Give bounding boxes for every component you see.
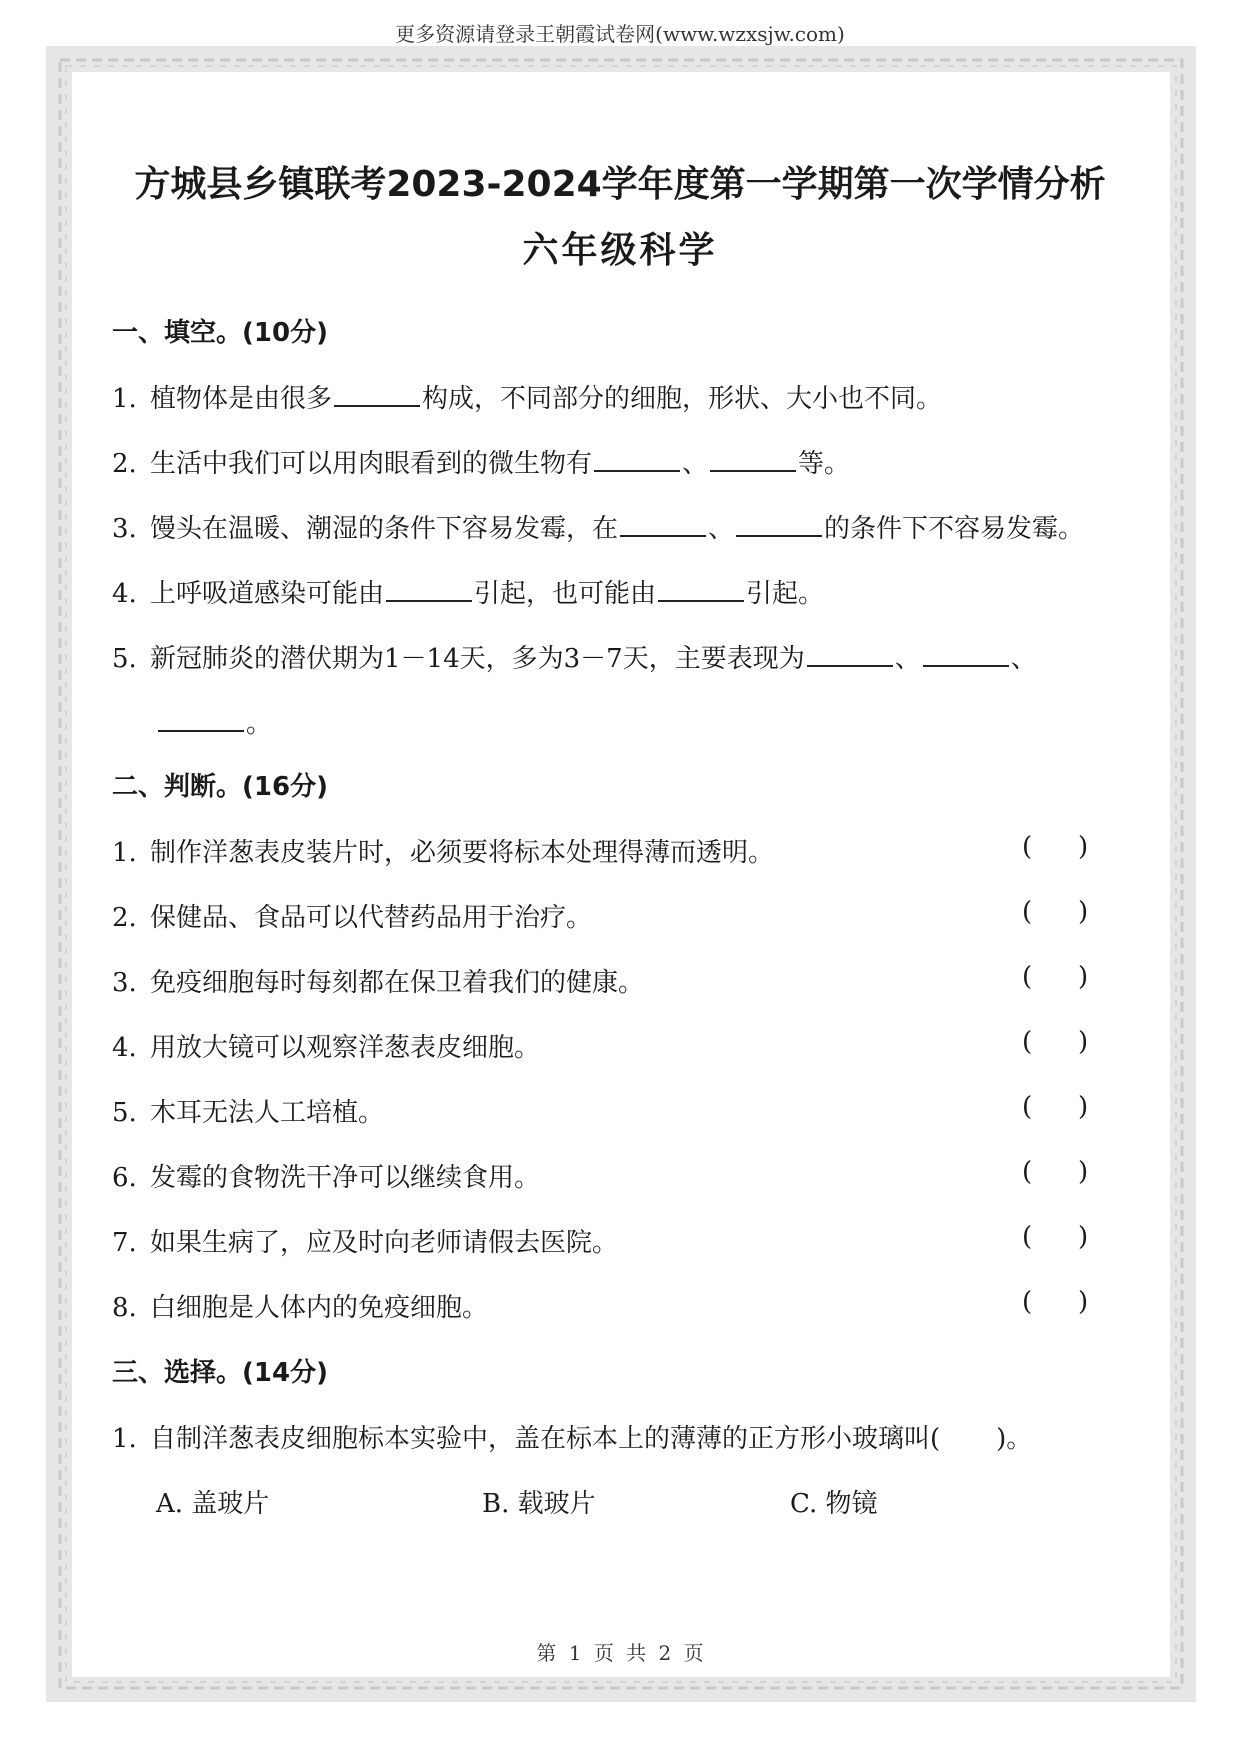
question-text: 上呼吸道感染可能由 xyxy=(150,579,385,609)
page-footer: 第 1 页 共 2 页 xyxy=(536,1641,704,1665)
question-number: 6. xyxy=(112,1163,137,1193)
question-text: 馒头在温暖、潮湿的条件下容易发霉，在 xyxy=(150,514,619,544)
fill-question-2 xyxy=(112,443,850,480)
paren-open: ( xyxy=(1022,1157,1033,1187)
answer-parens[interactable] xyxy=(1022,1157,1134,1187)
question-text: 植物体是由很多 xyxy=(150,384,333,414)
answer-parens[interactable] xyxy=(1022,962,1134,992)
question-text: 生活中我们可以用肉眼看到的微生物有 xyxy=(150,449,593,479)
answer-parens[interactable] xyxy=(1022,1027,1134,1057)
question-number: 7. xyxy=(112,1228,137,1258)
answer-blank[interactable] xyxy=(594,444,680,472)
option-c[interactable]: C. 物镜 xyxy=(790,1489,878,1519)
question-text: 引起，也可能由 xyxy=(474,579,657,609)
answer-blank[interactable] xyxy=(386,574,472,602)
question-text: 木耳无法人工培植。 xyxy=(150,1098,385,1128)
paren-close: ) xyxy=(1078,1222,1089,1252)
watermark-text: 更多资源请登录王朝霞试卷网(www.wzxsjw.com) xyxy=(395,22,845,46)
answer-blank[interactable] xyxy=(620,509,706,537)
answer-blank[interactable] xyxy=(334,379,420,407)
answer-blank[interactable] xyxy=(658,574,744,602)
fill-question-4 xyxy=(112,573,824,610)
answer-parens[interactable] xyxy=(1022,1222,1134,1252)
question-text: 保健品、食品可以代替药品用于治疗。 xyxy=(150,903,593,933)
question-number: 1. xyxy=(112,384,137,414)
question-number: 4. xyxy=(112,579,137,609)
answer-blank[interactable] xyxy=(710,444,796,472)
fill-question-5-cont xyxy=(156,703,272,740)
answer-parens[interactable] xyxy=(1022,1092,1134,1122)
question-text: 免疫细胞每时每刻都在保卫着我们的健康。 xyxy=(150,968,645,998)
answer-parens[interactable] xyxy=(1022,832,1134,862)
question-number: 2. xyxy=(112,449,137,479)
answer-blank[interactable] xyxy=(923,639,1009,667)
fill-question-3 xyxy=(112,508,1084,545)
paren-close: ) xyxy=(1078,832,1089,862)
section-heading-judge: 二、判断。(16分) xyxy=(112,772,328,802)
question-number: 3. xyxy=(112,968,137,998)
judge-question-5 xyxy=(112,1092,384,1129)
exam-title: 方城县乡镇联考2023-2024学年度第一学期第一次学情分析 xyxy=(134,164,1106,205)
answer-blank[interactable] xyxy=(807,639,893,667)
question-number: 5. xyxy=(112,1098,137,1128)
question-text-end: )。 xyxy=(996,1424,1033,1454)
question-text: 、 xyxy=(1010,644,1037,674)
paren-close: ) xyxy=(1078,1092,1089,1122)
judge-question-4 xyxy=(112,1027,540,1064)
section-heading-choice: 三、选择。(14分) xyxy=(112,1358,328,1388)
question-number: 3. xyxy=(112,514,137,544)
question-number: 1. xyxy=(112,1424,137,1454)
question-text: 。 xyxy=(246,709,273,739)
paren-close: ) xyxy=(1078,962,1089,992)
question-text: 发霉的食物洗干净可以继续食用。 xyxy=(150,1163,541,1193)
paren-close: ) xyxy=(1078,1157,1089,1187)
answer-blank[interactable] xyxy=(158,704,244,732)
paren-open: ( xyxy=(1022,832,1033,862)
fill-question-5 xyxy=(112,638,1037,675)
judge-question-1 xyxy=(112,832,774,869)
question-number: 1. xyxy=(112,838,137,868)
question-text: 、 xyxy=(708,514,735,544)
paren-close: ) xyxy=(1078,1287,1089,1317)
question-text: 、 xyxy=(682,449,709,479)
paren-close: ) xyxy=(1078,897,1089,927)
question-text: 用放大镜可以观察洋葱表皮细胞。 xyxy=(150,1033,541,1063)
question-number: 5. xyxy=(112,644,137,674)
paren-open: ( xyxy=(1022,897,1033,927)
paren-open: ( xyxy=(1022,1092,1033,1122)
question-number: 8. xyxy=(112,1293,137,1323)
choice-question-1 xyxy=(112,1418,1032,1455)
question-text: 的条件下不容易发霉。 xyxy=(824,514,1085,544)
answer-parens[interactable] xyxy=(1022,897,1134,927)
question-text: 新冠肺炎的潜伏期为1－14天，多为3－7天，主要表现为 xyxy=(150,644,805,674)
question-text: 引起。 xyxy=(746,579,825,609)
question-text: 、 xyxy=(894,644,921,674)
judge-question-3 xyxy=(112,962,644,999)
question-text: 等。 xyxy=(798,449,851,479)
option-b[interactable]: B. 载玻片 xyxy=(482,1489,596,1519)
judge-question-7 xyxy=(112,1222,618,1259)
question-number: 4. xyxy=(112,1033,137,1063)
paren-open: ( xyxy=(1022,1027,1033,1057)
paren-open: ( xyxy=(1022,1222,1033,1252)
question-text: 白细胞是人体内的免疫细胞。 xyxy=(150,1293,489,1323)
fill-question-1 xyxy=(112,378,942,415)
paren-open: ( xyxy=(1022,962,1033,992)
judge-question-8 xyxy=(112,1287,488,1324)
judge-question-6 xyxy=(112,1157,540,1194)
judge-question-2 xyxy=(112,897,592,934)
exam-subtitle: 六年级科学 xyxy=(522,230,718,271)
paren-open: ( xyxy=(1022,1287,1033,1317)
paren-close: ) xyxy=(1078,1027,1089,1057)
question-number: 2. xyxy=(112,903,137,933)
answer-parens[interactable] xyxy=(1022,1287,1134,1317)
question-text: 如果生病了，应及时向老师请假去医院。 xyxy=(150,1228,619,1258)
answer-blank[interactable] xyxy=(736,509,822,537)
question-text: 构成，不同部分的细胞，形状、大小也不同。 xyxy=(422,384,943,414)
question-text: 制作洋葱表皮装片时，必须要将标本处理得薄而透明。 xyxy=(150,838,775,868)
question-text: 自制洋葱表皮细胞标本实验中，盖在标本上的薄薄的正方形小玻璃叫( xyxy=(150,1424,941,1454)
section-heading-fill: 一、填空。(10分) xyxy=(112,318,328,348)
option-a[interactable]: A. 盖玻片 xyxy=(156,1489,270,1519)
